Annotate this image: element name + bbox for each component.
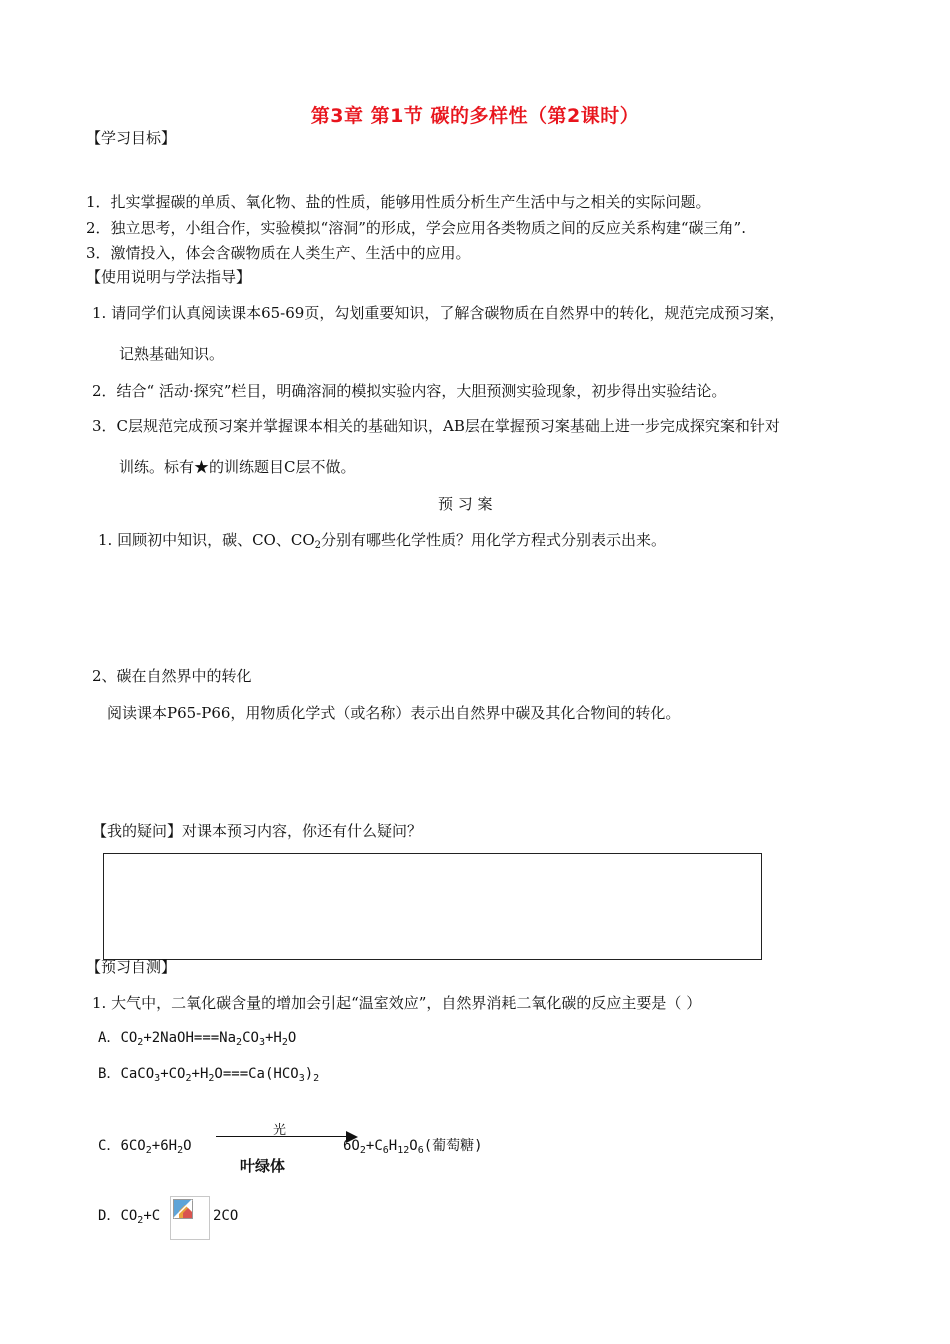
objective-3: 3．激情投入，体会含碳物质在人类生产、生活中的应用。 xyxy=(86,244,471,262)
self-test-question-1: 1. 大气中，二氧化碳含量的增加会引起“温室效应”，自然界消耗二氧化碳的反应主要是（ ） xyxy=(92,994,702,1012)
objective-1: 1．扎实掌握碳的单质、氧化物、盐的性质，能够用性质分析生产生活中与之相关的实际问题。 xyxy=(86,193,711,211)
reaction-arrow-line xyxy=(216,1136,350,1137)
option-d-left: D．$CO_2+C$ xyxy=(98,1208,161,1226)
option-c-left: C．$6CO_2+6H_2O$ xyxy=(98,1138,192,1156)
guide-item-2: 2．结合“ 活动·探究”栏目，明确溶洞的模拟实验内容，大胆预测实验现象，初步得出实验结论。 xyxy=(92,382,727,400)
guide-heading: 【使用说明与学法指导】 xyxy=(86,268,252,286)
preview-question-2-heading: 2、碳在自然界中的转化 xyxy=(92,667,252,685)
page-title: 第3章 第1节 碳的多样性（第2课时） xyxy=(310,105,640,127)
preview-heading: 预 习 案 xyxy=(438,495,493,513)
broken-image-icon xyxy=(170,1196,210,1240)
guide-item-1-line-2: 记熟基础知识。 xyxy=(119,345,225,363)
option-c-right: $6O_2+C_6H_{12}O_6$(葡萄糖) xyxy=(343,1138,483,1156)
objective-2: 2．独立思考，小组合作，实验模拟“溶洞”的形成，学会应用各类物质之间的反应关系构建“碳三角”. xyxy=(86,219,746,237)
option-c-arrow-condition-top: 光 xyxy=(273,1123,287,1138)
objectives-heading: 【学习目标】 xyxy=(86,129,177,147)
preview-question-1: 1. 回顾初中知识，碳、CO、$CO_2$分别有哪些化学性质？用化学方程式分别表示出来。 xyxy=(98,531,667,551)
option-c-arrow-condition-bottom: 叶绿体 xyxy=(240,1157,286,1175)
option-a: A．$CO_2+2NaOH===Na_2CO_3+H_2O$ xyxy=(98,1030,297,1048)
option-b: B．$CaCO_3+CO_2+H_2O===Ca(HCO_3)_2$ xyxy=(98,1066,320,1084)
option-d-right: 2CO xyxy=(213,1208,239,1224)
guide-item-3-line-1: 3．C层规范完成预习案并掌握课本相关的基础知识，AB层在掌握预习案基础上进一步完成探究案和针对 xyxy=(92,417,780,435)
questions-answer-box[interactable] xyxy=(103,853,762,960)
preview-question-2-text: 阅读课本P65-P66，用物质化学式（或名称）表示出自然界中碳及其化合物间的转化。 xyxy=(107,704,681,722)
my-questions-heading: 【我的疑问】对课本预习内容，你还有什么疑问？ xyxy=(92,822,423,840)
guide-item-1-line-1: 1. 请同学们认真阅读课本65-69页，勾划重要知识，了解含碳物质在自然界中的转化，规范完成预习案， xyxy=(92,304,785,322)
guide-item-3-line-2: 训练。标有★的训练题目C层不做。 xyxy=(119,458,356,476)
self-test-heading: 【预习自测】 xyxy=(86,958,177,976)
